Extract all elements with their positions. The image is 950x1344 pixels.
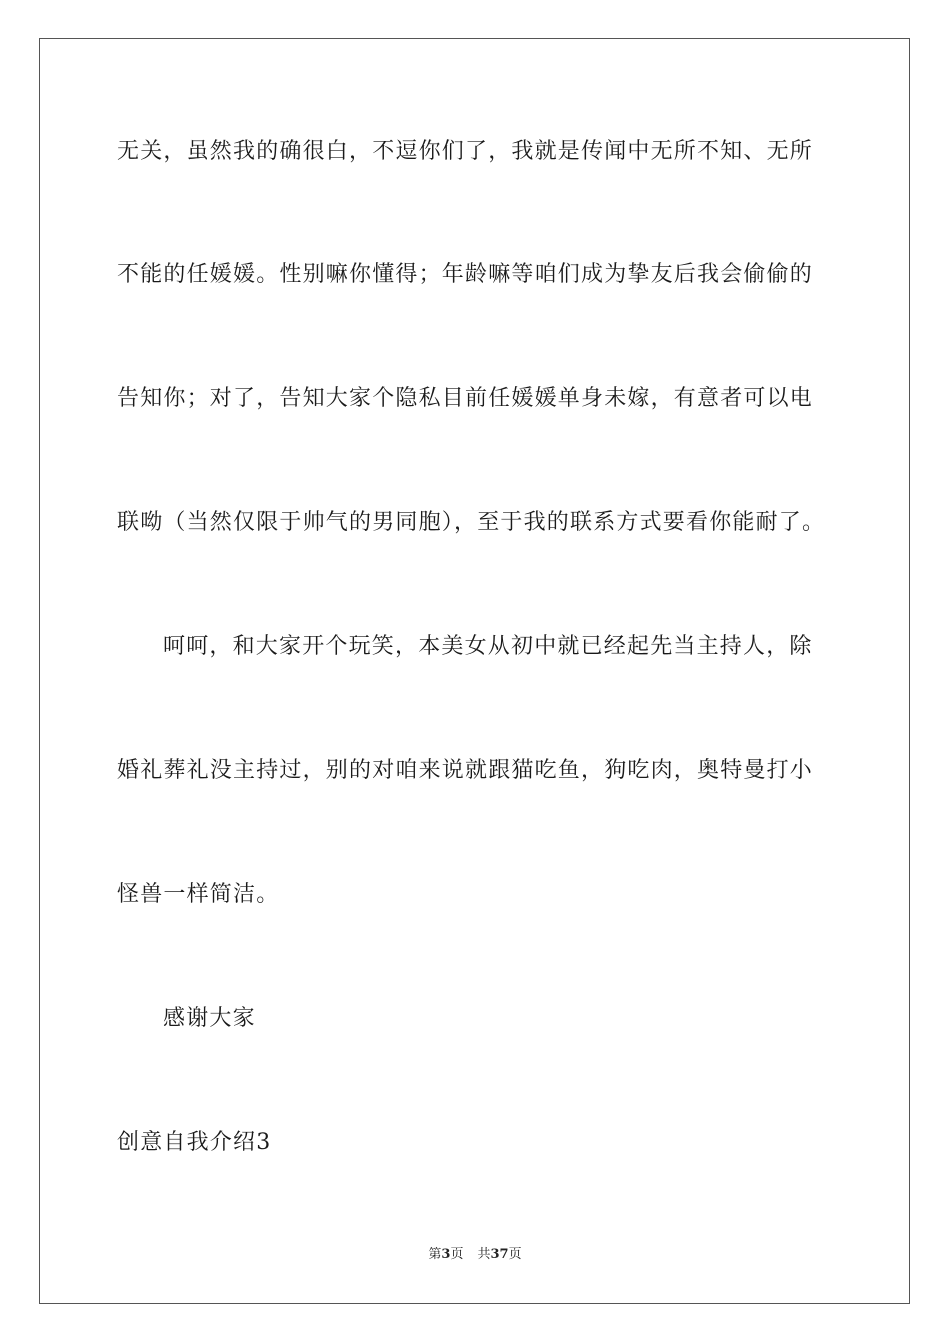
thanks-line: 感谢大家 bbox=[163, 1006, 256, 1031]
page-suffix: 页 bbox=[450, 1247, 464, 1262]
total-pages: 37 bbox=[490, 1247, 509, 1262]
text-line: 呵呵，和大家开个玩笑，本美女从初中就已经起先当主持人，除 bbox=[163, 634, 813, 659]
text-line: 告知你；对了，告知大家个隐私目前任媛媛单身未嫁，有意者可以电 bbox=[117, 386, 814, 411]
page-footer bbox=[0, 1246, 950, 1264]
page-prefix: 第 bbox=[428, 1247, 442, 1262]
total-prefix: 共 bbox=[477, 1247, 491, 1262]
text-line: 联呦（当然仅限于帅气的男同胞），至于我的联系方式要看你能耐了。 bbox=[117, 510, 826, 535]
page-border bbox=[39, 38, 910, 1304]
text-line: 怪兽一样简洁。 bbox=[117, 882, 280, 907]
section-heading: 创意自我介绍3 bbox=[117, 1130, 272, 1155]
total-suffix: 页 bbox=[508, 1247, 522, 1262]
text-line: 无关，虽然我的确很白，不逗你们了，我就是传闻中无所不知、无所 bbox=[117, 139, 814, 164]
text-line: 婚礼葬礼没主持过，别的对咱来说就跟猫吃鱼，狗吃肉，奥特曼打小 bbox=[117, 758, 814, 783]
page-number: 3 bbox=[441, 1247, 451, 1262]
text-line: 不能的任媛媛。性别嘛你懂得；年龄嘛等咱们成为挚友后我会偷偷的 bbox=[117, 262, 814, 287]
